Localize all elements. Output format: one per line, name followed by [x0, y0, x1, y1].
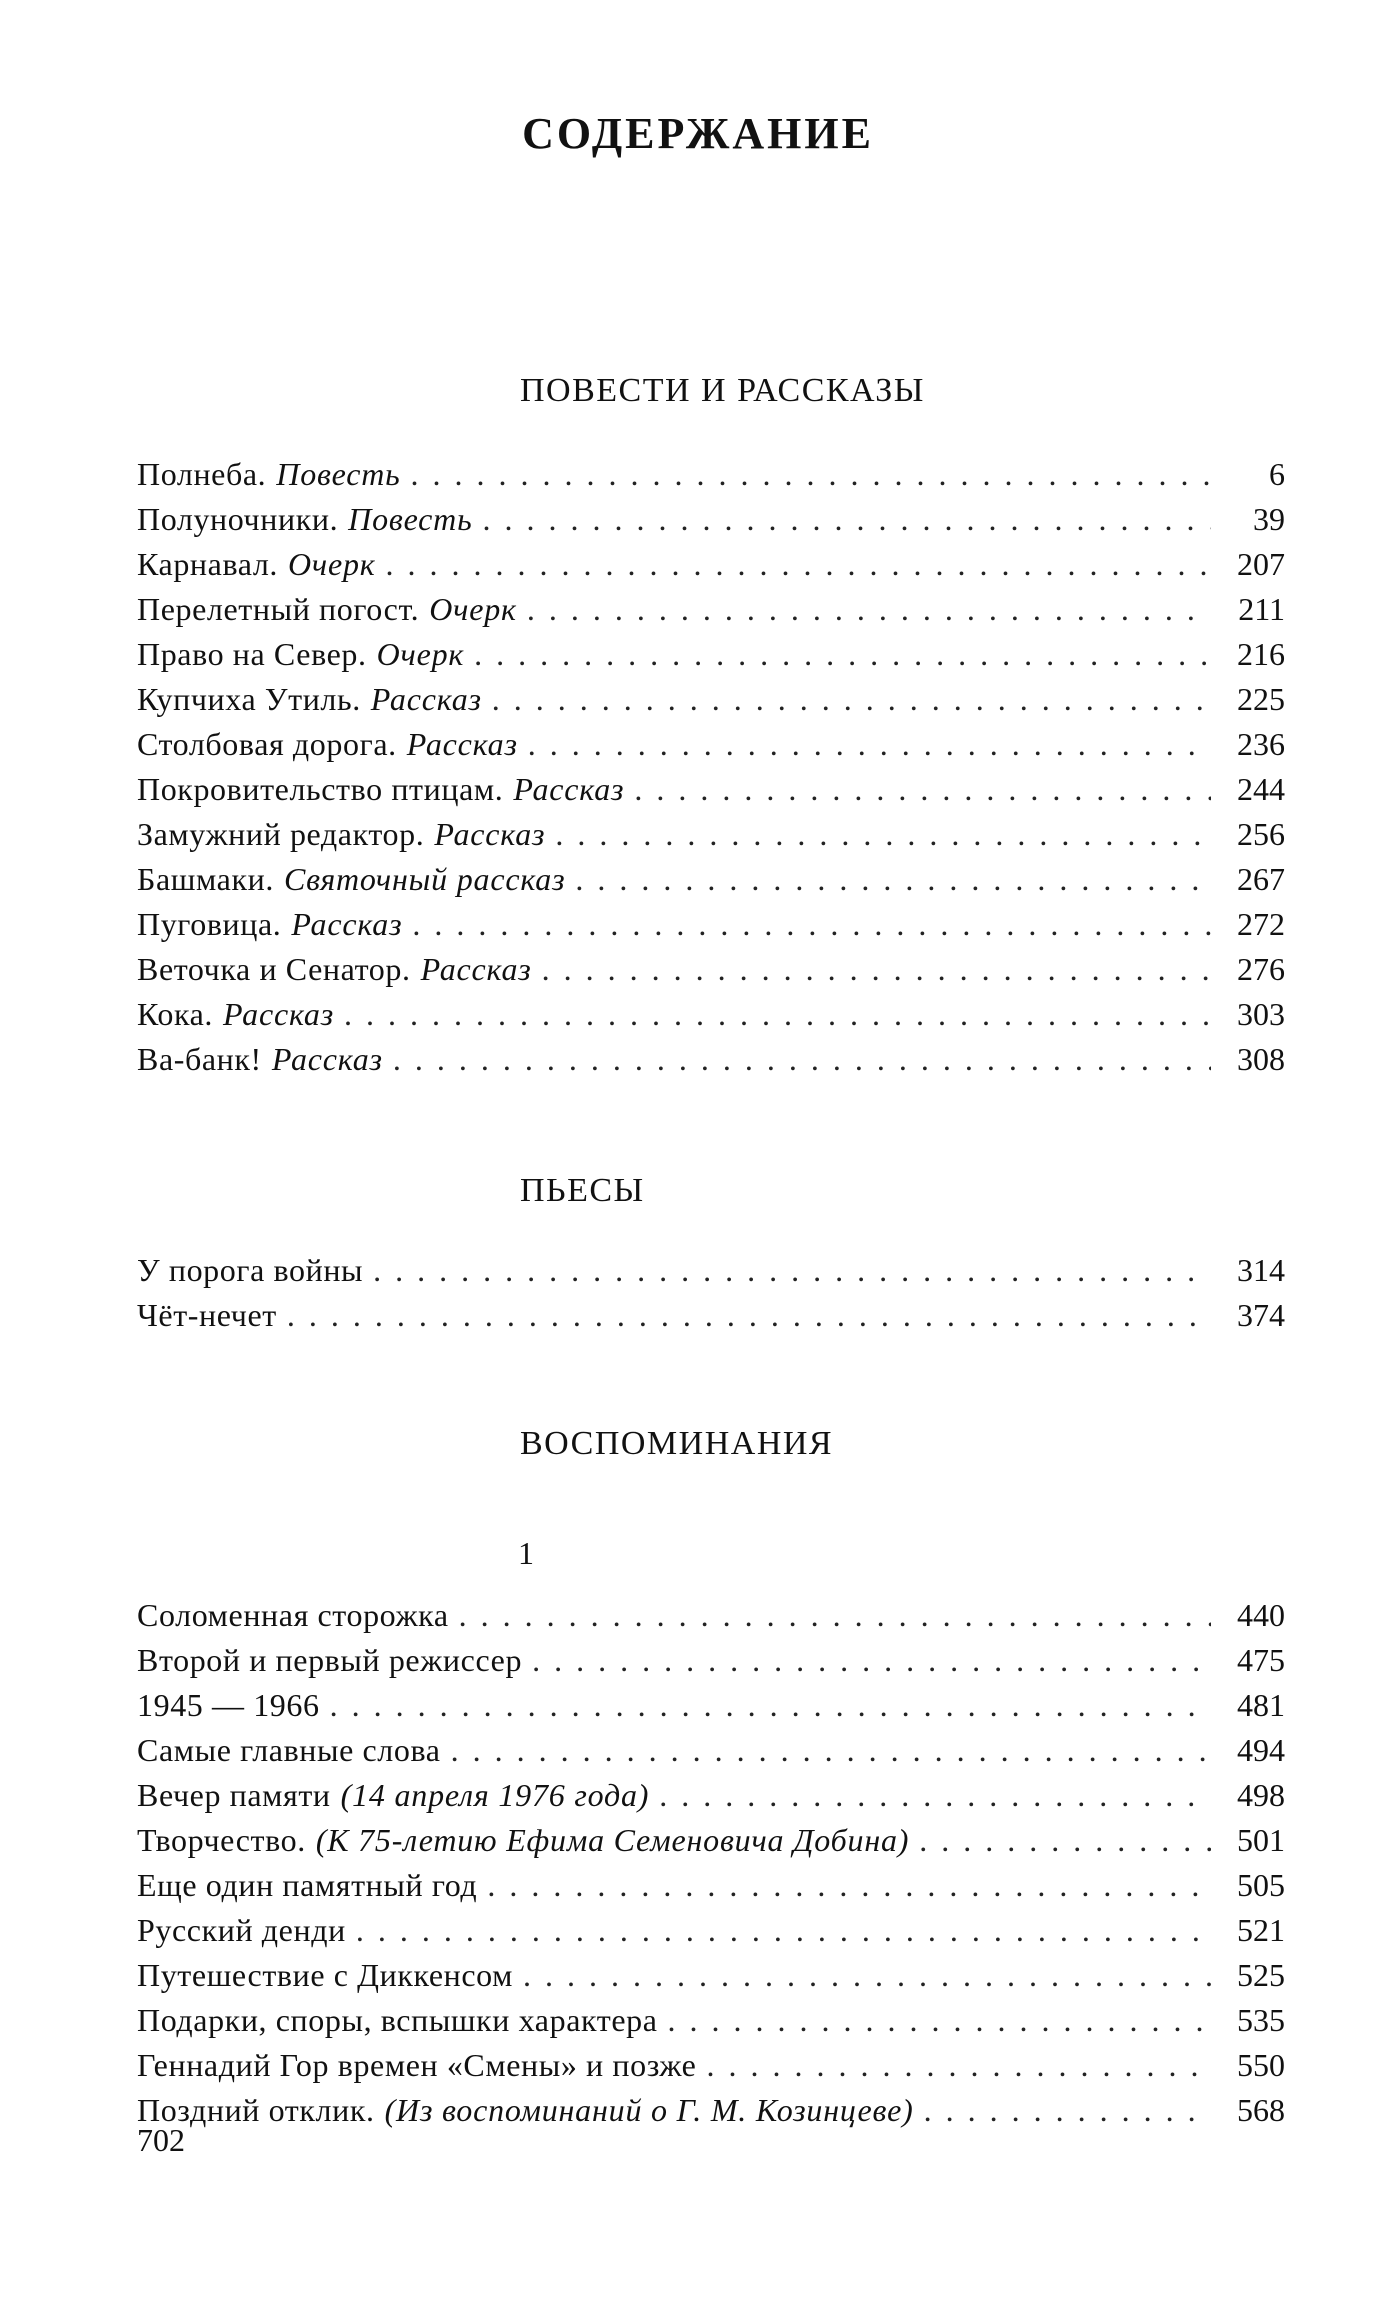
dot-leader: [411, 456, 1211, 493]
toc-entry-title: Русский денди: [137, 1912, 346, 1948]
toc-entry: [137, 1041, 1285, 1086]
toc-entry-title: Веточка и Сенатор.: [137, 951, 411, 987]
section-title-stories: ПОВЕСТИ И РАССКАЗЫ: [520, 372, 925, 409]
toc-entry-page-number: 525: [1237, 1957, 1285, 1993]
toc-entry-page-number: 374: [1237, 1297, 1285, 1333]
toc-entry-genre: Рассказ: [513, 771, 625, 807]
toc-entry-page-number: 568: [1237, 2092, 1285, 2128]
dot-leader: [373, 1252, 1211, 1289]
toc-entry-genre: Рассказ: [406, 726, 518, 762]
toc-entry-page-number: 498: [1237, 1777, 1285, 1813]
toc-entry-title: Вечер памяти: [137, 1777, 331, 1813]
toc-entry: [137, 771, 1285, 816]
toc-entry-title: Поздний отклик.: [137, 2092, 375, 2128]
toc-entry: [137, 951, 1285, 996]
dot-leader: [542, 951, 1211, 988]
dot-leader: [919, 1822, 1211, 1859]
toc-entry-genre: Рассказ: [370, 681, 482, 717]
toc-entry-title: Право на Север.: [137, 636, 367, 672]
toc-entry: [137, 1867, 1285, 1912]
toc-entry-genre: Рассказ: [223, 996, 335, 1032]
toc-entry-page-number: 475: [1237, 1642, 1285, 1678]
toc-entry-page-number: 256: [1237, 816, 1285, 852]
toc-entry: [137, 996, 1285, 1041]
toc-entry-page-number: 244: [1237, 771, 1285, 807]
toc-entry-page-number: 481: [1237, 1687, 1285, 1723]
part-number: 1: [518, 1535, 534, 1571]
toc-entry: [137, 1252, 1285, 1297]
toc-entry-page-number: 211: [1238, 591, 1285, 627]
toc-entry-page-number: 501: [1237, 1822, 1285, 1858]
toc-entry-genre: Очерк: [429, 591, 517, 627]
toc-entry-genre: Рассказ: [434, 816, 546, 852]
section-title-plays: ПЬЕСЫ: [520, 1172, 645, 1209]
dot-leader: [555, 816, 1211, 853]
toc-entry: [137, 1732, 1285, 1777]
toc-entry-title: Подарки, споры, вспышки характера: [137, 2002, 658, 2038]
toc-entry: [137, 591, 1285, 636]
toc-entry-genre: Рассказ: [291, 906, 403, 942]
toc-entry-genre: Рассказ: [420, 951, 532, 987]
toc-entry: [137, 861, 1285, 906]
dot-leader: [527, 591, 1211, 628]
toc-entry: [137, 456, 1285, 501]
toc-entry-page-number: 207: [1237, 546, 1285, 582]
toc-entry: [137, 1822, 1285, 1867]
dot-leader: [924, 2092, 1211, 2129]
toc-entry-title: Соломенная сторожка: [137, 1597, 449, 1633]
toc-entry: [137, 636, 1285, 681]
toc-entry: [137, 501, 1285, 546]
toc-entry-page-number: 550: [1237, 2047, 1285, 2083]
toc-list-stories: [137, 456, 1285, 1086]
dot-leader: [412, 906, 1211, 943]
toc-entry-title: Полуночники.: [137, 501, 339, 537]
toc-entry-title: Самые главные слова: [137, 1732, 441, 1768]
toc-entry-title: Геннадий Гор времен «Смены» и позже: [137, 2047, 697, 2083]
toc-entry: [137, 816, 1285, 861]
toc-entry: [137, 681, 1285, 726]
toc-entry-page-number: 440: [1237, 1597, 1285, 1633]
toc-entry-genre: Рассказ: [271, 1041, 383, 1077]
toc-entry-title: 1945 — 1966: [137, 1687, 320, 1723]
toc-entry-genre: Очерк: [376, 636, 465, 672]
toc-list-plays: [137, 1252, 1285, 1342]
toc-entry-title: Чёт-нечет: [137, 1297, 277, 1333]
toc-entry-page-number: 272: [1237, 906, 1285, 942]
toc-entry-genre: Очерк: [288, 546, 376, 582]
toc-entry-genre: Святочный рассказ: [283, 861, 566, 897]
toc-entry-page-number: 39: [1253, 501, 1285, 537]
toc-entry-page-number: 276: [1237, 951, 1285, 987]
dot-leader: [474, 636, 1211, 673]
toc-entry-page-number: 521: [1237, 1912, 1285, 1948]
dot-leader: [487, 1867, 1211, 1904]
dot-leader: [451, 1732, 1211, 1769]
toc-entry-genre: (Из воспоминаний о Г. М. Козинцеве): [384, 2092, 914, 2128]
toc-entry-genre: Повесть: [348, 501, 473, 537]
toc-entry-title: Башмаки.: [137, 861, 274, 897]
toc-entry-page-number: 505: [1237, 1867, 1285, 1903]
toc-entry-genre: (14 апреля 1976 года): [340, 1777, 650, 1813]
toc-entry-title: Купчиха Утиль.: [137, 681, 361, 717]
page-title: СОДЕРЖАНИЕ: [522, 109, 874, 158]
toc-entry: [137, 726, 1285, 771]
dot-leader: [528, 726, 1211, 763]
toc-entry-title: У порога войны: [137, 1252, 364, 1288]
dot-leader: [287, 1297, 1211, 1334]
toc-entry-title: Второй и первый режиссер: [137, 1642, 523, 1678]
toc-entry-title: Перелетный погост.: [137, 591, 420, 627]
dot-leader: [386, 546, 1211, 583]
dot-leader: [459, 1597, 1211, 1634]
toc-entry-title: Покровительство птицам.: [137, 771, 504, 807]
toc-entry-title: Столбовая дорога.: [137, 726, 397, 762]
toc-entry-title: Путешествие с Диккенсом: [137, 1957, 513, 1993]
dot-leader: [356, 1912, 1211, 1949]
dot-leader: [706, 2047, 1211, 2084]
dot-leader: [344, 996, 1211, 1033]
toc-entry-genre: (К 75-летию Ефима Семеновича Добина): [315, 1822, 910, 1858]
toc-entry-page-number: 494: [1237, 1732, 1285, 1768]
toc-entry-title: Еще один памятный год: [137, 1867, 478, 1903]
dot-leader: [492, 681, 1211, 718]
dot-leader: [668, 2002, 1211, 2039]
toc-entry: [137, 1297, 1285, 1342]
toc-entry-page-number: 216: [1237, 636, 1285, 672]
toc-entry-title: Полнеба.: [137, 456, 267, 492]
dot-leader: [482, 501, 1211, 538]
toc-entry-genre: Повесть: [276, 456, 401, 492]
section-title-memoirs: ВОСПОМИНАНИЯ: [520, 1425, 834, 1462]
toc-entry-page-number: 267: [1237, 861, 1285, 897]
toc-entry-page-number: 308: [1237, 1041, 1285, 1077]
toc-entry-page-number: 225: [1237, 681, 1285, 717]
toc-entry-title: Ва-банк!: [137, 1041, 262, 1077]
toc-entry-title: Кока.: [137, 996, 214, 1032]
toc-entry: [137, 546, 1285, 591]
toc-entry: [137, 1912, 1285, 1957]
toc-entry-title: Замужний редактор.: [137, 816, 425, 852]
toc-entry: [137, 1597, 1285, 1642]
dot-leader: [532, 1642, 1211, 1679]
toc-entry-page-number: 6: [1269, 456, 1285, 492]
toc-entry-page-number: 314: [1237, 1252, 1285, 1288]
toc-entry: [137, 1687, 1285, 1732]
dot-leader: [659, 1777, 1211, 1814]
toc-list-memoirs: [137, 1597, 1285, 2137]
toc-entry: [137, 2092, 1285, 2137]
dot-leader: [393, 1041, 1211, 1078]
toc-entry: [137, 1777, 1285, 1822]
toc-entry-page-number: 535: [1237, 2002, 1285, 2038]
toc-entry-page-number: 236: [1237, 726, 1285, 762]
toc-entry-title: Карнавал.: [137, 546, 278, 582]
toc-entry: [137, 1957, 1285, 2002]
dot-leader: [330, 1687, 1211, 1724]
toc-entry-title: Пуговица.: [137, 906, 282, 942]
page-folio: 702: [137, 2122, 185, 2158]
dot-leader: [575, 861, 1211, 898]
toc-entry-title: Творчество.: [137, 1822, 306, 1858]
toc-entry: [137, 906, 1285, 951]
toc-entry-page-number: 303: [1237, 996, 1285, 1032]
toc-entry: [137, 1642, 1285, 1687]
dot-leader: [523, 1957, 1211, 1994]
toc-entry: [137, 2047, 1285, 2092]
toc-entry: [137, 2002, 1285, 2047]
dot-leader: [634, 771, 1211, 808]
